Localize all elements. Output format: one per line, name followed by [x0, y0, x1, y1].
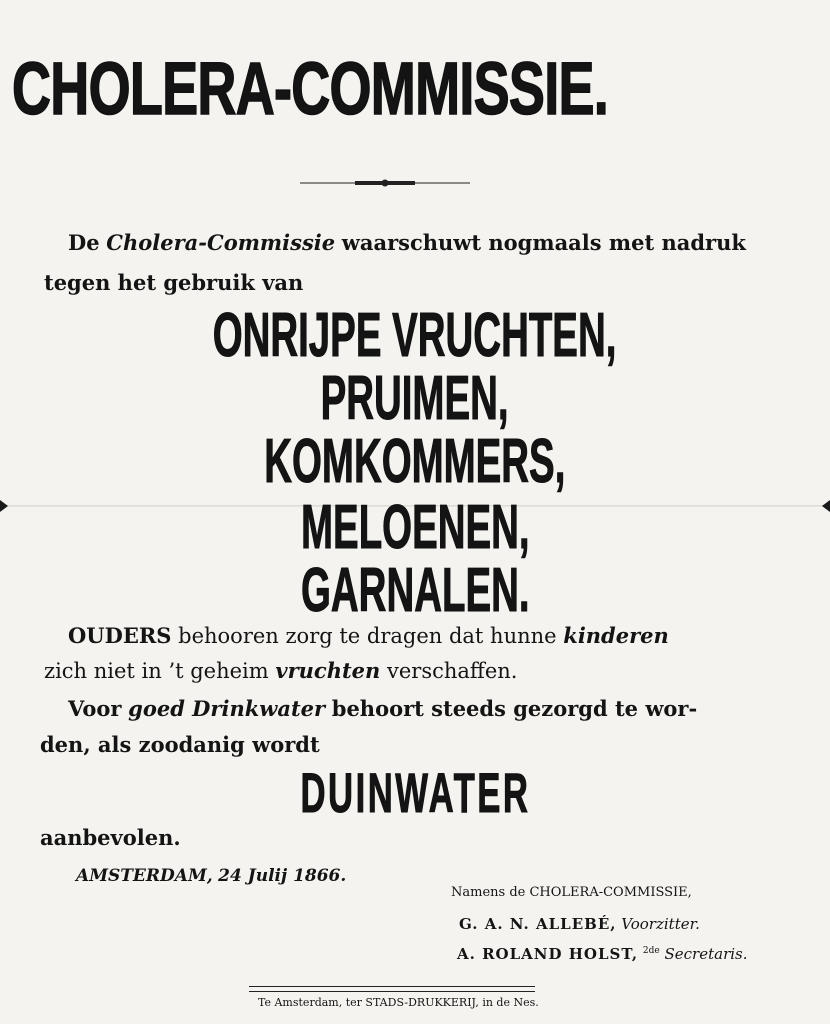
warning-item-2: PRUIMEN,	[321, 364, 509, 433]
parents-line-2: zich niet in ’t geheim vruchten verschaffen.	[44, 658, 518, 683]
warning-item-4: MELOENEN,	[300, 493, 530, 562]
signature-chair: G. A. N. ALLEBÉ, Voorzitter.	[459, 915, 700, 933]
warning-item-3: KOMKOMMERS,	[264, 427, 566, 496]
intro-line-1: De Cholera-Commissie waarschuwt nogmaals met nadruk	[68, 230, 746, 255]
dateline: AMSTERDAM, 24 Julij 1866.	[76, 866, 347, 886]
poster-title: CHOLERA-COMMISSIE.	[12, 47, 609, 130]
signature-intro: Namens de CHOLERA-COMMISSIE,	[451, 885, 692, 900]
warning-item-5: GARNALEN.	[300, 556, 530, 625]
ornament-rule	[300, 178, 470, 188]
duinwater-heading: DUINWATER	[300, 761, 530, 824]
water-line-3: aanbevolen.	[40, 825, 181, 850]
parents-line-1: OUDERS behooren zorg te dragen dat hunne kinderen	[68, 623, 669, 648]
intro-line-2: tegen het gebruik van	[44, 270, 304, 295]
printer-line: Te Amsterdam, ter STADS-DRUKKERIJ, in de Nes.	[258, 996, 539, 1009]
signature-secretary: A. ROLAND HOLST, $^{2de}$ Secretaris.	[457, 945, 748, 963]
warning-item-1: ONRIJPE VRUCHTEN,	[213, 301, 617, 370]
bottom-rule	[249, 986, 535, 992]
water-line-2: den, als zoodanig wordt	[40, 732, 320, 757]
water-line-1: Voor goed Drinkwater behoort steeds gezorgd te wor-	[68, 696, 698, 721]
